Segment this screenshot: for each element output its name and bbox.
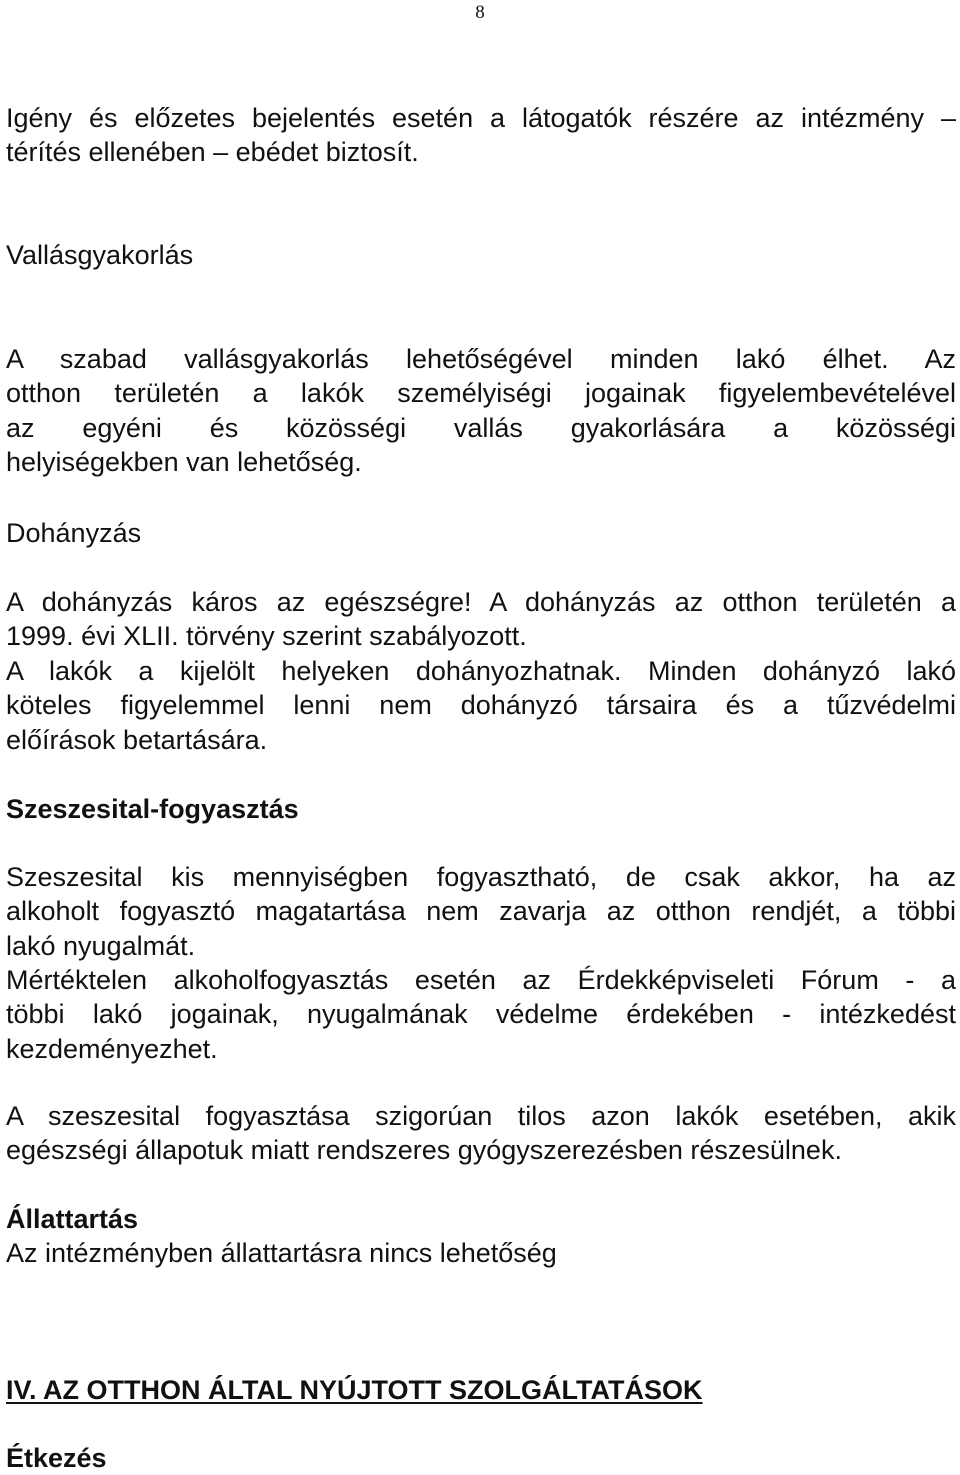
heading-pets: Állattartás bbox=[6, 1204, 139, 1234]
paragraph-alcohol-prohibited bbox=[6, 1099, 956, 1168]
text-line: egészségi állapotuk miatt rendszeres gyógyszerezésben részesülnek. bbox=[6, 1135, 842, 1166]
heading-smoking: Dohányzás bbox=[6, 518, 142, 548]
text-line: A szeszesital fogyasztása szigorúan tilos azon lakók esetében, akik bbox=[6, 1101, 956, 1131]
paragraph-visitor-meals bbox=[6, 101, 956, 170]
text-line: A dohányzás káros az egészségre! A dohányzás az otthon területén a bbox=[6, 587, 956, 617]
paragraph-alcohol-excess bbox=[6, 963, 956, 1066]
text-line: helyiségekben van lehetőség. bbox=[6, 447, 362, 478]
heading-alcohol: Szeszesital-fogyasztás bbox=[6, 794, 299, 824]
text-line: Igény és előzetes bejelentés esetén a látogatók részére az intézmény – bbox=[6, 103, 956, 133]
text-line: 1999. évi XLII. törvény szerint szabályozott. bbox=[6, 621, 527, 652]
heading-meals: Étkezés bbox=[6, 1443, 107, 1473]
text-line: az egyéni és közösségi vallás gyakorlására a közösségi bbox=[6, 412, 956, 443]
text-line: köteles figyelemmel lenni nem dohányzó társaira és a tűzvédelmi bbox=[6, 690, 956, 721]
paragraph-alcohol-allowed bbox=[6, 860, 956, 963]
text-line: A szabad vallásgyakorlás lehetőségével minden lakó élhet. Az bbox=[6, 344, 956, 374]
heading-religion: Vallásgyakorlás bbox=[6, 240, 194, 270]
text-line: térítés ellenében – ebédet biztosít. bbox=[6, 137, 419, 168]
paragraph-religion bbox=[6, 342, 956, 480]
text-line: többi lakó jogainak, nyugalmának védelme érdekében - intézkedést bbox=[6, 999, 956, 1030]
heading-section-services: IV. AZ OTTHON ÁLTAL NYÚJTOTT SZOLGÁLTATÁSOK bbox=[6, 1375, 703, 1405]
paragraph-pets: Az intézményben állattartásra nincs lehetőség bbox=[6, 1238, 557, 1268]
text-line: előírások betartására. bbox=[6, 724, 268, 755]
text-line: alkoholt fogyasztó magatartása nem zavarja az otthon rendjét, a többi bbox=[6, 896, 956, 927]
text-line: otthon területén a lakók személyiségi jogainak figyelembevételével bbox=[6, 378, 956, 409]
paragraph-smoking bbox=[6, 585, 956, 757]
text-line: Mértéktelen alkoholfogyasztás esetén az Érdekképviseleti Fórum - a bbox=[6, 965, 956, 995]
text-line: kezdeményezhet. bbox=[6, 1033, 218, 1064]
text-line: lakó nyugalmát. bbox=[6, 930, 196, 961]
text-line: A lakók a kijelölt helyeken dohányozhatnak. Minden dohányzó lakó bbox=[6, 655, 956, 686]
text-line: Szeszesital kis mennyiségben fogyasztható, de csak akkor, ha az bbox=[6, 862, 956, 892]
page-number: 8 bbox=[475, 2, 485, 23]
